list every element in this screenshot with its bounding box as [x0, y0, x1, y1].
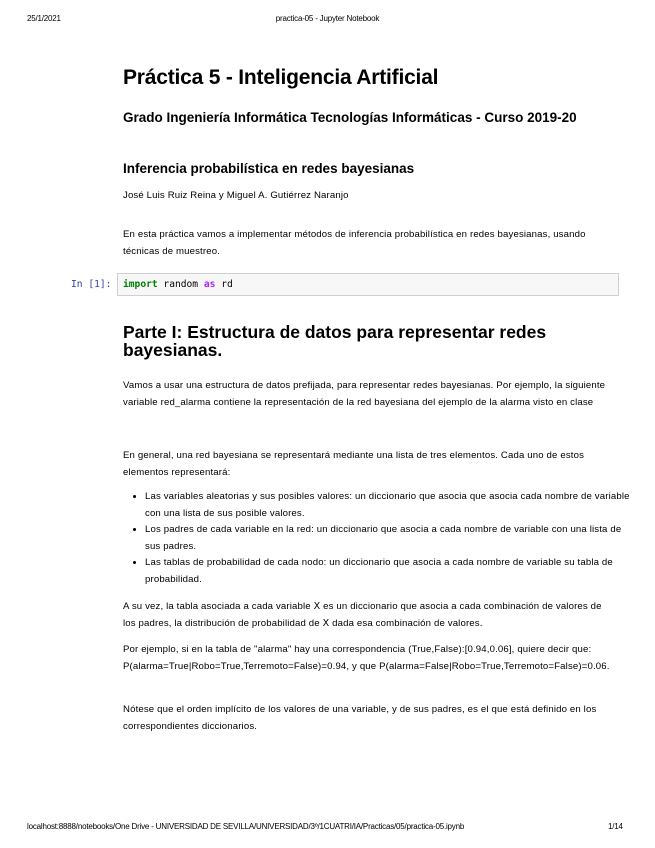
code-cell[interactable]	[117, 273, 619, 296]
paragraph-note: Nótese que el orden implícito de los valores de una variable, y de sus padres, es el que está definido en los correspondientes diccionarios.	[123, 704, 597, 732]
cell-prompt: In [1]:	[71, 279, 112, 290]
module-name: random	[157, 279, 204, 290]
text-segment: A su vez, la tabla asociada a cada variable	[123, 601, 314, 612]
list-item: • Las variables aleatorias y sus posibles valores: un diccionario que asocia que asocia cada nombre de variable con una lista de sus posible valores.	[145, 489, 637, 522]
page-number: 1/14	[608, 822, 623, 831]
print-doc-title: practica-05 - Jupyter Notebook	[275, 14, 380, 23]
print-date: 25/1/2021	[27, 14, 61, 23]
text-segment: es un diccionario que asocia a cada combinación de valores de los padres, la distribución de probabilidad de	[123, 601, 602, 629]
elements-list	[123, 489, 637, 588]
code-line[interactable]	[123, 279, 233, 290]
intro-paragraph: En esta práctica vamos a implementar métodos de inferencia probabilística en redes bayesianas, usando técnicas de muestreo.	[123, 229, 586, 257]
variable-x: X	[313, 601, 321, 612]
topic-subtitle: Inferencia probabilística en redes bayesianas	[123, 161, 415, 176]
module-alias: rd	[215, 279, 233, 290]
list-item: • Los padres de cada variable en la red: un diccionario que asocia a cada nombre de variable con una lista de sus padres.	[145, 522, 637, 555]
paragraph-general: En general, una red bayesiana se representará mediante una lista de tres elementos. Cada uno de estos elementos representará:	[123, 450, 585, 478]
text-segment: dada esa combinación de valores.	[329, 618, 483, 629]
paragraph-example: Por ejemplo, si en la tabla de "alarma" hay una correspondencia (True,False):[0.94,0.06], quiere decir que: P(alarma=True|Robo=True,Terremoto=False)=0.94, y que P(alarma=False|Robo=True,Terremoto=False)=0.06.	[123, 644, 610, 672]
variable-x: X	[322, 618, 330, 629]
page-title: Práctica 5 - Inteligencia Artificial	[123, 66, 439, 89]
list-item: • Las tablas de probabilidad de cada nodo: un diccionario que asocia a cada nombre de variable su tabla de probabilidad.	[145, 555, 637, 588]
print-url: localhost:8888/notebooks/One Drive - UNIVERSIDAD DE SEVILLA/UNIVERSIDAD/3º/1CUATRI/IA/Practicas/05/practica-05.ipynb	[27, 822, 465, 831]
authors: José Luis Ruiz Reina y Miguel A. Gutiérrez Naranjo	[123, 190, 349, 201]
part-title: Parte I: Estructura de datos para representar redes bayesianas.	[123, 322, 547, 360]
paragraph-structure: Vamos a usar una estructura de datos prefijada, para representar redes bayesianas. Por ejemplo, la siguiente variable red_alarma contiene la representación de la red bayesiana del ejemplo de la alarma visto en clase	[123, 380, 606, 408]
keyword-import: import	[123, 279, 158, 290]
keyword-as: as	[203, 279, 216, 290]
course-subtitle: Grado Ingeniería Informática Tecnologías Informáticas - Curso 2019-20	[123, 110, 577, 125]
paragraph-table	[123, 598, 615, 632]
